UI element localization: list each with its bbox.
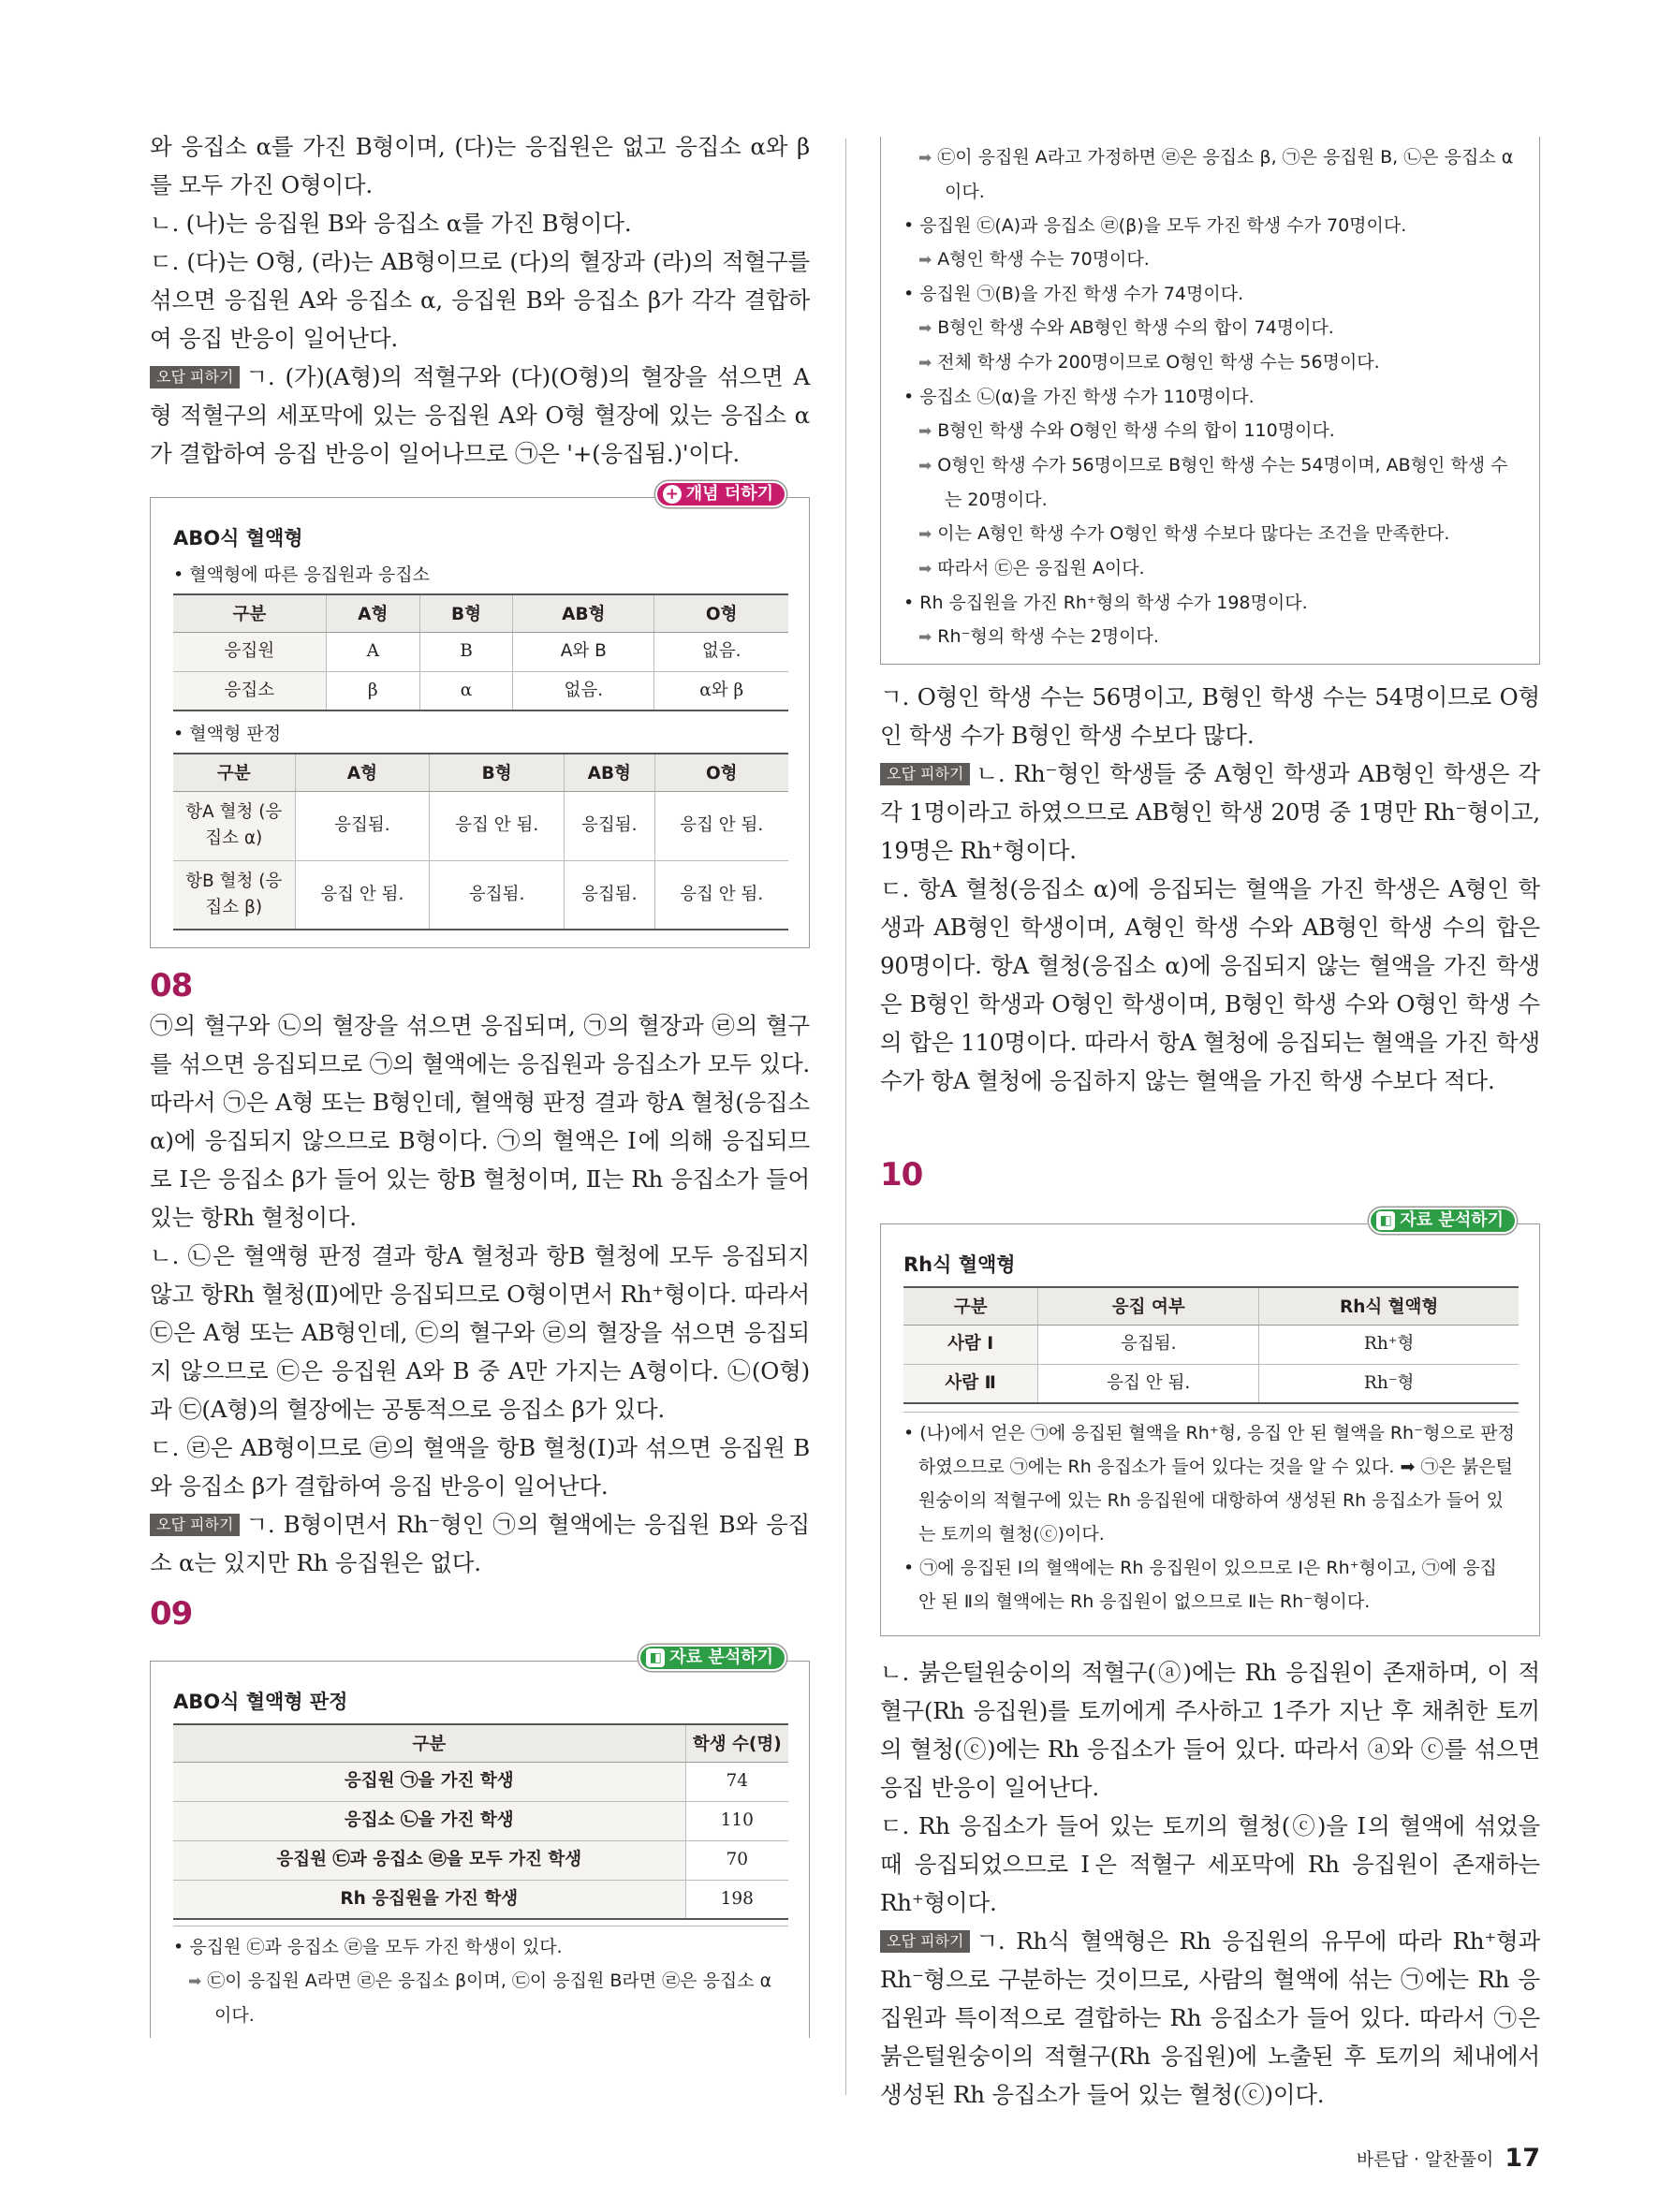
chart-icon: ◧: [646, 1648, 665, 1667]
data-analysis-box-continued: [880, 137, 1540, 665]
table-cell: 응집 안 됨.: [430, 791, 565, 860]
bullet-item: • 응집원 ㉠(B)을 가진 학생 수가 74명이다.: [903, 284, 1244, 304]
table-cell: 70: [685, 1840, 788, 1880]
table-cell: Rh⁺형: [1259, 1325, 1519, 1364]
table-header: 구분: [903, 1287, 1038, 1325]
table-cell: 응집소: [173, 671, 326, 710]
plus-circle-icon: +: [663, 485, 682, 504]
paragraph: 와 응집소 α를 가진 B형이며, (다)는 응집원은 없고 응집소 α와 β를 모두 가진 O형이다.: [150, 133, 810, 198]
arrow-item: ➡ O형인 학생 수가 56명이므로 B형인 학생 수는 54명이며, AB형인 학생 수는 20명이다.: [903, 448, 1519, 517]
paragraph-text: ㄱ. (가)(A형)의 적혈구와 (다)(O형)의 혈장을 섞으면 A형 적혈구의 세포막에 있는 응집원 A와 O형 혈장에 있는 응집소 α가 결합하여 응집 반응이 일어나므로 ㉠은 '+(응집됨.)'이다.: [150, 363, 810, 467]
wrong-answer-tag: 오답 피하기: [880, 763, 970, 785]
page-footer: [1357, 2144, 1540, 2173]
arrow-item: ➡ 따라서 ㉢은 응집원 A이다.: [903, 551, 1519, 586]
antigen-antibody-table: [173, 593, 788, 711]
box-subtitle: • 혈액형 판정: [173, 724, 282, 744]
paragraph: [150, 1505, 810, 1582]
footer-text: 바른답 · 알찬풀이: [1356, 2149, 1494, 2170]
table-row: [173, 1801, 788, 1840]
table-header: AB형: [513, 594, 654, 632]
paragraph: ㄴ. (나)는 응집원 B와 응집소 α를 가진 B형이다.: [150, 210, 632, 237]
paragraph: ㄴ. 붉은털원숭이의 적혈구(ⓐ)에는 Rh 응집원이 존재하며, 이 적혈구(Rh 응집원)를 토끼에게 주사하고 1주가 지난 후 채취한 토끼의 혈청(ⓒ)에는 Rh 응집소가 들어 있다. 따라서 ⓐ와 ⓒ를 섞으면 응집 반응이 일어난다.: [880, 1659, 1540, 1801]
arrow-item: ➡ Rh⁻형의 학생 수는 2명이다.: [903, 620, 1519, 654]
table-cell: 응집됨.: [1038, 1325, 1259, 1364]
bullet-item: • 응집원 ㉢(A)과 응집소 ㉣(β)을 모두 가진 학생 수가 70명이다.: [903, 215, 1407, 236]
paragraph: ㉠의 혈구와 ㉡의 혈장을 섞으면 응집되며, ㉠의 혈장과 ㉣의 혈구를 섞으면 응집되므로 ㉠의 혈액에는 응집원과 응집소가 모두 있다. 따라서 ㉠은 A형 또는 B형인데, 혈액형 판정 결과 항A 혈청(응집소 α)에 응집되지 않으므로 B형이다. ㉠의 혈액은 Ⅰ에 의해 응집되므로 Ⅰ은 응집소 β가 들어 있는 항B 혈청이며, Ⅱ는 Rh 응집소가 들어 있는 항Rh 혈청이다.: [150, 1012, 810, 1231]
data-analysis-box: [150, 1648, 810, 2038]
arrow-item: ➡ B형인 학생 수와 O형인 학생 수의 합이 110명이다.: [903, 414, 1519, 448]
box-subtitle: • 혈액형에 따른 응집원과 응집소: [173, 564, 430, 585]
paragraph: [150, 358, 810, 473]
wrong-answer-tag: 오답 피하기: [150, 1514, 240, 1536]
table-cell: B: [419, 632, 512, 671]
table-cell: 198: [685, 1880, 788, 1919]
blood-typing-table: [173, 753, 788, 930]
table-cell: Rh⁻형: [1259, 1364, 1519, 1403]
concept-box: [150, 484, 810, 948]
table-cell: 항A 혈청 (응집소 α): [173, 791, 295, 860]
table-row: [173, 632, 788, 671]
arrow-item: ➡ 이는 A형인 학생 수가 O형인 학생 수보다 많다는 조건을 만족한다.: [903, 517, 1519, 551]
table-cell: 응집소 ㉡을 가진 학생: [173, 1801, 685, 1840]
bullet-item: • 응집원 ㉢과 응집소 ㉣을 모두 가진 학생이 있다.: [173, 1937, 563, 1957]
table-header: 구분: [173, 754, 295, 791]
table-cell: 사람 Ⅰ: [903, 1325, 1038, 1364]
page-number: 17: [1505, 2144, 1540, 2173]
paragraph: ㄱ. O형인 학생 수는 56명이고, B형인 학생 수는 54명이므로 O형인 학생 수가 B형인 학생 수보다 많다.: [880, 683, 1540, 749]
table-row: [173, 1762, 788, 1801]
bullet-item: • 응집소 ㉡(α)을 가진 학생 수가 110명이다.: [903, 387, 1255, 407]
table-cell: 없음.: [654, 632, 788, 671]
table-row: [173, 791, 788, 860]
student-count-table: [173, 1723, 788, 1920]
paragraph: ㄷ. ㉣은 AB형이므로 ㉣의 혈액을 항B 혈청(Ⅰ)과 섞으면 응집원 B와 응집소 β가 결합하여 응집 반응이 일어난다.: [150, 1434, 810, 1500]
arrow-item: ➡ 전체 학생 수가 200명이므로 O형인 학생 수는 56명이다.: [903, 345, 1519, 380]
box-title: Rh식 혈액형: [903, 1253, 1016, 1276]
arrow-item: ➡ B형인 학생 수와 AB형인 학생 수의 합이 74명이다.: [903, 311, 1519, 345]
table-row: [903, 1364, 1519, 1403]
paragraph: ㄷ. 항A 혈청(응집소 α)에 응집되는 혈액을 가진 학생은 A형인 학생과 AB형인 학생이며, A형인 학생 수와 AB형인 학생 수의 합은 90명이다. 항A 혈청(응집소 α)에 응집되지 않는 혈액을 가진 학생은 B형인 학생과 O형인 학생이며, B형인 학생 수와 O형인 학생 수의 합은 110명이다. 따라서 항A 혈청에 응집되는 혈액을 가진 학생 수가 항A 혈청에 응집하지 않는 혈액을 가진 학생 수보다 적다.: [880, 875, 1540, 1094]
paragraph: ㄷ. (다)는 O형, (라)는 AB형이므로 (다)의 혈장과 (라)의 적혈구를 섞으면 응집원 A와 응집소 α, 응집원 B와 응집소 β가 각각 결합하여 응집 반응이 일어난다.: [150, 248, 810, 352]
table-cell: A: [326, 632, 419, 671]
table-cell: 없음.: [513, 671, 654, 710]
table-row: [173, 1880, 788, 1919]
table-cell: 응집원: [173, 632, 326, 671]
table-cell: 110: [685, 1801, 788, 1840]
bullet-item: • ㉠에 응집된 Ⅰ의 혈액에는 Rh 응집원이 있으므로 Ⅰ은 Rh⁺형이고, ㉠에 응집 안 된 Ⅱ의 혈액에는 Rh 응집원이 없으므로 Ⅱ는 Rh⁻형이다.: [903, 1558, 1497, 1612]
right-column: [880, 137, 1540, 2114]
table-row: [173, 860, 788, 930]
box-title: ABO식 혈액형: [173, 527, 303, 549]
paragraph: ㄷ. Rh 응집소가 들어 있는 토끼의 혈청(ⓒ)을 Ⅰ의 혈액에 섞었을 때 응집되었으므로 Ⅰ은 적혈구 세포막에 Rh 응집원이 존재하는 Rh⁺형이다.: [880, 1812, 1540, 1916]
analysis-tag: ◧ 자료 분석하기: [1369, 1208, 1517, 1234]
arrow-item: ➡ ㉢이 응집원 A라고 가정하면 ㉣은 응집소 β, ㉠은 응집원 B, ㉡은 응집소 α이다.: [903, 140, 1519, 209]
table-cell: 응집됨.: [295, 791, 430, 860]
table-header: AB형: [565, 754, 654, 791]
table-header: 구분: [173, 1724, 685, 1762]
table-cell: Rh 응집원을 가진 학생: [173, 1880, 685, 1919]
data-analysis-box: [880, 1210, 1540, 1636]
wrong-answer-tag: 오답 피하기: [880, 1930, 970, 1953]
arrow-item: ➡ A형인 학생 수는 70명이다.: [903, 242, 1519, 277]
wrong-answer-tag: 오답 피하기: [150, 366, 240, 388]
table-row: [903, 1325, 1519, 1364]
paragraph-text: ㄱ. Rh식 혈액형은 Rh 응집원의 유무에 따라 Rh⁺형과 Rh⁻형으로 구분하는 것이므로, 사람의 혈액에 섞는 ㉠에는 Rh 응집원과 특이적으로 결합하는 Rh 응집소가 들어 있다. 따라서 ㉠은 붉은털원숭이의 적혈구(Rh 응집원)에 노출된 후 토끼의 체내에서 생성된 Rh 응집소가 들어 있는 혈청(ⓒ)이다.: [880, 1927, 1540, 2108]
table-cell: 74: [685, 1762, 788, 1801]
arrow-item: ➡ ㉢이 응집원 A라면 ㉣은 응집소 β이며, ㉢이 응집원 B라면 ㉣은 응집소 α이다.: [173, 1964, 788, 2032]
concept-tag: + 개념 더하기: [655, 481, 786, 507]
table-cell: 응집 안 됨.: [654, 791, 788, 860]
table-cell: β: [326, 671, 419, 710]
paragraph: ㄴ. ㉡은 혈액형 판정 결과 항A 혈청과 항B 혈청에 모두 응집되지 않고 항Rh 혈청(Ⅱ)에만 응집되므로 O형이면서 Rh⁺형이다. 따라서 ㉢은 A형 또는 AB형인데, ㉢의 혈구와 ㉣의 혈장을 섞으면 응집되지 않으므로 ㉢은 응집원 A와 B 중 A만 가지는 A형이다. ㉡(O형)과 ㉢(A형)의 혈장에는 공통적으로 응집소 β가 있다.: [150, 1242, 810, 1423]
table-cell: 응집원 ㉠을 가진 학생: [173, 1762, 685, 1801]
rh-blood-type-table: [903, 1286, 1519, 1404]
table-cell: 항B 혈청 (응집소 β): [173, 860, 295, 930]
table-header: B형: [419, 594, 512, 632]
paragraph: [880, 754, 1540, 870]
table-header: A형: [295, 754, 430, 791]
box-title: ABO식 혈액형 판정: [173, 1691, 348, 1713]
table-header: 구분: [173, 594, 326, 632]
table-cell: 응집됨.: [565, 860, 654, 930]
question-number: 08: [150, 967, 193, 1004]
table-header: Rh식 혈액형: [1259, 1287, 1519, 1325]
table-cell: A와 B: [513, 632, 654, 671]
table-header: 응집 여부: [1038, 1287, 1259, 1325]
paragraph: [880, 1922, 1540, 2114]
table-header: 학생 수(명): [685, 1724, 788, 1762]
table-cell: 응집 안 됨.: [1038, 1364, 1259, 1403]
table-cell: 응집 안 됨.: [654, 860, 788, 930]
table-cell: 응집됨.: [565, 791, 654, 860]
table-header: A형: [326, 594, 419, 632]
paragraph-text: ㄴ. Rh⁻형인 학생들 중 A형인 학생과 AB형인 학생은 각각 1명이라고 하였으므로 AB형인 학생 20명 중 1명만 Rh⁻형이고, 19명은 Rh⁺형이다.: [880, 760, 1540, 864]
table-header: O형: [654, 754, 788, 791]
paragraph-text: ㄱ. B형이면서 Rh⁻형인 ㉠의 혈액에는 응집원 B와 응집소 α는 있지만 Rh 응집원은 없다.: [150, 1511, 810, 1576]
column-divider: [845, 139, 846, 2095]
question-number: 09: [150, 1595, 193, 1633]
table-row: [173, 671, 788, 710]
table-cell: α: [419, 671, 512, 710]
left-column: [150, 127, 810, 2038]
chart-icon: ◧: [1376, 1211, 1395, 1230]
table-header: B형: [430, 754, 565, 791]
table-cell: 응집 안 됨.: [295, 860, 430, 930]
table-header: O형: [654, 594, 788, 632]
bullet-item: • (나)에서 얻은 ㉠에 응집된 혈액을 Rh⁺형, 응집 안 된 혈액을 Rh⁻형으로 판정하였으므로 ㉠에는 Rh 응집소가 들어 있다는 것을 알 수 있다. ➡ ㉠은 붉은털원숭이의 적혈구에 있는 Rh 응집원에 대항하여 생성된 Rh 응집소가 들어 있는 토끼의 혈청(ⓒ)이다.: [903, 1423, 1515, 1545]
table-cell: 응집됨.: [430, 860, 565, 930]
table-cell: 응집원 ㉢과 응집소 ㉣을 모두 가진 학생: [173, 1840, 685, 1880]
analysis-tag: ◧ 자료 분석하기: [639, 1645, 786, 1671]
table-row: [173, 1840, 788, 1880]
table-cell: 사람 Ⅱ: [903, 1364, 1038, 1403]
bullet-item: • Rh 응집원을 가진 Rh⁺형의 학생 수가 198명이다.: [903, 593, 1308, 613]
table-cell: α와 β: [654, 671, 788, 710]
separator: [903, 1412, 1519, 1413]
question-number: 10: [880, 1156, 923, 1194]
